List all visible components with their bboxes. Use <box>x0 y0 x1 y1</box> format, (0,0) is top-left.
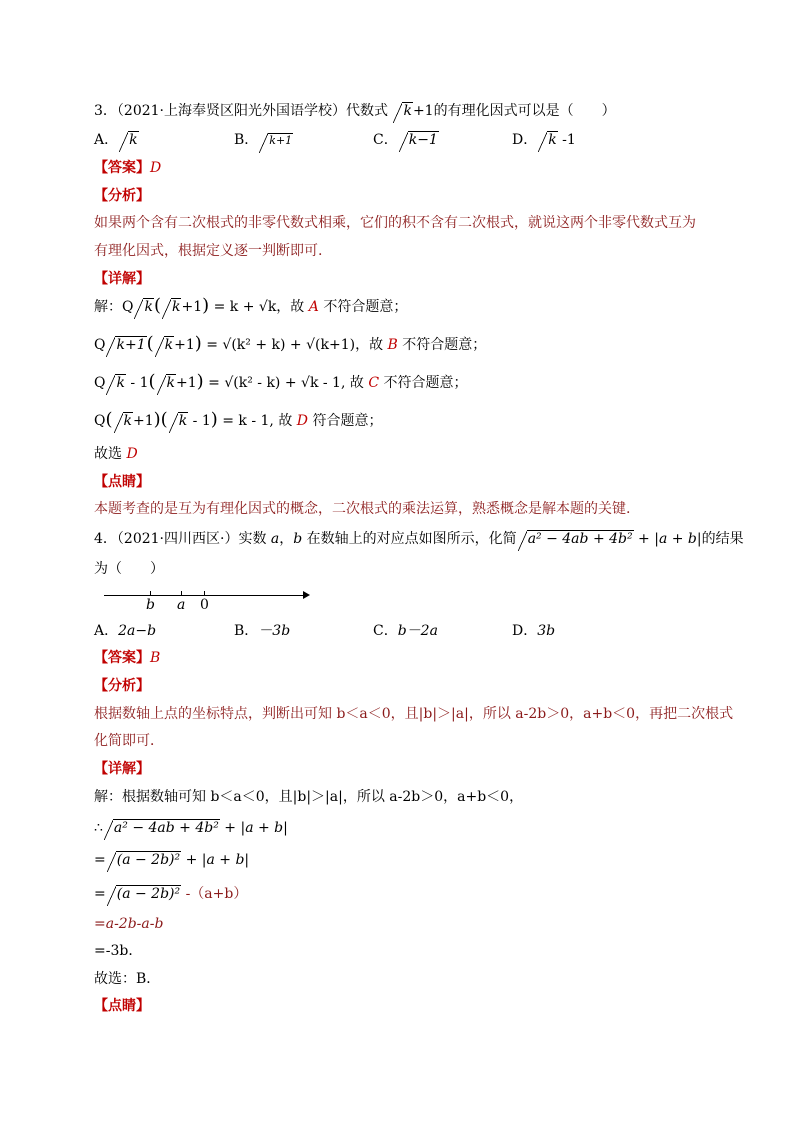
number-line-label-b: b <box>146 597 155 613</box>
q3-stem-pre: 代数式 <box>346 103 389 119</box>
q3-answer: 【答案】D <box>94 160 162 176</box>
q4-choose: 故选：B． <box>94 971 161 987</box>
q3-detail-tag: 【详解】 <box>94 271 150 287</box>
q4-detail-line4: = (a − 2b)² -（a+b） <box>94 886 248 902</box>
q3-option-b: B． k+1 <box>234 130 293 151</box>
q4-option-b: B．－3b <box>234 623 291 639</box>
number-line-tick-a <box>181 591 182 596</box>
q4-detail-line2: ∴ a² − 4ab + 4b² + |a + b| <box>94 820 288 836</box>
q3-number: 3． <box>94 103 117 119</box>
q3-stem-post: 的有理化因式可以是（ ） <box>433 103 616 119</box>
q3-comment: 本题考查的是互为有理化因式的概念，二次根式的乘法运算，熟悉概念是解本题的关键. <box>94 501 631 517</box>
q3-stem <box>94 101 616 121</box>
q4-detail-line1: 解：根据数轴可知 b＜a＜0，且|b|＞|a|，所以 a-2b＞0，a+b＜0， <box>94 789 524 805</box>
q3-detail-line3: Q k - 1( k+1) = √(k² - k) + √k - 1, 故 C 不符合题意； <box>94 371 468 392</box>
q4-comment-tag: 【点睛】 <box>94 998 150 1014</box>
q3-option-c: C． k−1 <box>373 132 438 148</box>
q4-stem: 4．（2021·四川西区·）实数 a，b 在数轴上的对应点如图所示，化简 a² − 4ab + 4b² + |a + b|的结果 <box>94 531 744 547</box>
q4-detail-line5: =a-2b-a-b <box>94 916 164 932</box>
number-line-tick-0 <box>204 591 205 596</box>
q3-expr-plus: +1 <box>412 103 434 119</box>
q4-detail-line6: =-3b． <box>94 943 143 959</box>
q3-detail-line4: Q( k+1)( k - 1) = k - 1, 故 D 符合题意； <box>94 409 383 430</box>
q4-option-a: A．2a−b <box>94 623 157 639</box>
q4-stem-line2: 为（ ） <box>94 561 164 577</box>
number-line-tick-b <box>150 591 151 596</box>
q3-analysis-line1: 如果两个含有二次根式的非零代数式相乘，它们的积不含有二次根式，就说这两个非零代数式互为 <box>94 215 696 231</box>
q4-analysis-tag: 【分析】 <box>94 678 150 694</box>
number-line-label-0: 0 <box>200 597 209 613</box>
q4-option-c: C．b－2a <box>373 623 438 639</box>
q3-sqrt-expr: k <box>393 101 412 121</box>
q3-detail-line2: Q k+1( k+1) = √(k² + k) + √(k+1)，故 B 不符合题意； <box>94 333 487 354</box>
q4-detail-tag: 【详解】 <box>94 761 150 777</box>
q4-analysis-line1: 根据数轴上点的坐标特点，判断出可知 b＜a＜0，且|b|＞|a|，所以 a-2b＞0，a+b＜0，再把二次根式 <box>94 706 734 722</box>
number-line <box>104 595 308 596</box>
q3-option-d: D． k -1 <box>512 132 576 148</box>
q3-comment-tag: 【点睛】 <box>94 474 150 490</box>
q4-option-d: D．3b <box>512 623 556 639</box>
q3-analysis-tag: 【分析】 <box>94 188 150 204</box>
q3-source: （2021·上海奉贤区阳光外国语学校） <box>116 103 347 119</box>
q3-option-a: A． k <box>94 132 138 148</box>
q3-choose: 故选 D <box>94 446 138 462</box>
number-line-label-a: a <box>177 597 186 613</box>
q4-analysis-line2: 化简即可． <box>94 733 164 749</box>
q3-detail-line1: 解：Q k( k+1) = k + √k，故 A 不符合题意； <box>94 295 408 316</box>
q4-options <box>94 621 714 641</box>
q3-options <box>94 130 714 150</box>
q3-analysis-line2: 有理化因式，根据定义逐一判断即可. <box>94 243 323 259</box>
q4-detail-line3: = (a − 2b)² + |a + b| <box>94 852 250 868</box>
q4-answer: 【答案】B <box>94 650 161 666</box>
